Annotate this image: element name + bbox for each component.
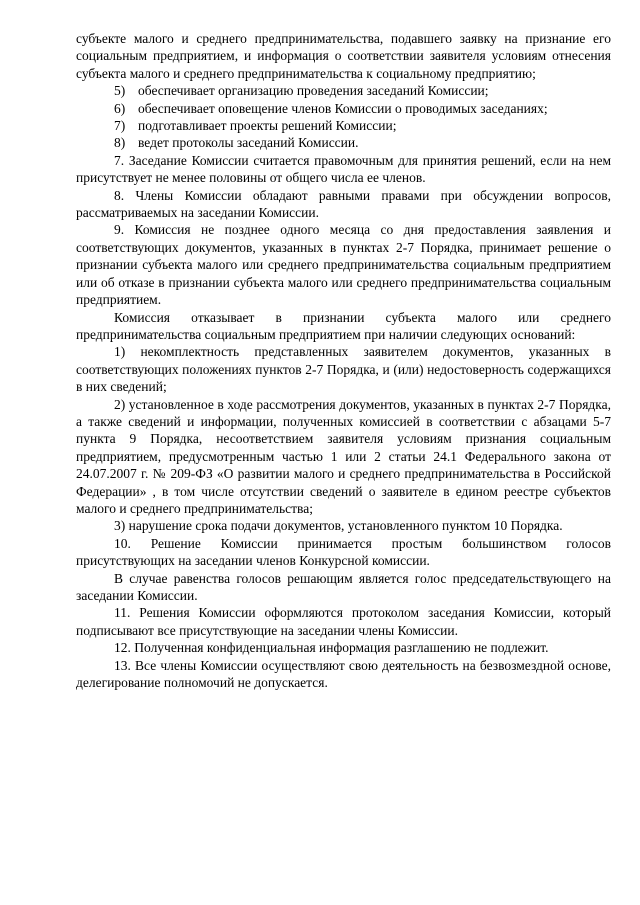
list-item: [76, 100, 611, 117]
paragraph-8: 8. Члены Комиссии обладают равными правами при обсуждении вопросов, рассматриваемых на заседании Комиссии.: [76, 187, 611, 221]
list-number: 8): [114, 135, 126, 151]
list-number: 5): [114, 83, 126, 99]
list-text: ведет протоколы заседаний Комиссии.: [138, 135, 359, 151]
refusal-reason-3: 3) нарушение срока подачи документов, установленного пунктом 10 Порядка.: [114, 518, 563, 534]
list-text: обеспечивает организацию проведения заседаний Комиссии;: [138, 83, 489, 99]
list-number: 6): [114, 100, 126, 116]
paragraph-10-tie: В случае равенства голосов решающим является голос председательствующего на заседании Комиссии.: [76, 570, 611, 603]
paragraph-12: 12. Полученная конфиденциальная информация разглашению не подлежит.: [114, 640, 549, 656]
refusal-reason-1: 1) некомплектность представленных заявителем документов, указанных в соответствующих положениях пунктов 2-7 Порядка, и (или) недостоверность содержащихся в них сведений;: [76, 344, 611, 395]
paragraph-13: 13. Все члены Комиссии осуществляют свою деятельность на безвозмездной основе, делегирование полномочий не допускается.: [76, 657, 611, 691]
paragraph-7: 7. Заседание Комиссии считается правомочным для принятия решений, если на нем присутствует не менее половины от общего числа ее членов.: [76, 152, 611, 186]
paragraph-refusal-intro: Комиссия отказывает в признании субъекта малого или среднего предпринимательства социальным предприятием при наличии следующих оснований:: [76, 309, 611, 342]
paragraph-9: 9. Комиссия не позднее одного месяца со дня предоставления заявления и соответствующих документов, указанных в пунктах 2-7 Порядка, принимает решение о признании субъекта малого или среднего предпринимательства социальным предприятием или об отказе в признании субъекта малого или среднего предпринимательства социальным предприятием.: [76, 222, 611, 308]
list-text: подготавливает проекты решений Комиссии;: [138, 118, 397, 134]
paragraph-continuation: субъекте малого и среднего предпринимательства, подавшего заявку на признание его социальным предприятием, и информация о соответствии заявителя условиям отнесения субъекта малого и среднего предпринимательства к социальному предприятию;: [76, 31, 611, 81]
refusal-reason-2: 2) установленное в ходе рассмотрения документов, указанных в пунктах 2-7 Порядка, а также сведений и информации, полученных комиссией в соответствии с абзацами 5-7 пункта 9 Порядка, несоответствием заявителя условиям признания социальным предприятием, предусмотренным частью 1 или 2 статьи 24.1 Федерального закона от 24.07.2007 г. № 209-ФЗ «О развитии малого и среднего предпринимательства в Российской Федерации» , в том числе отсутствии сведений о заявителе в едином реестре субъектов малого и среднего предпринимательства;: [76, 396, 611, 516]
paragraph-10: 10. Решение Комиссии принимается простым большинством голосов присутствующих на заседании членов Конкурсной комиссии.: [76, 535, 611, 569]
list-text: обеспечивает оповещение членов Комиссии о проводимых заседаниях;: [138, 100, 548, 116]
list-item: [76, 117, 611, 134]
list-number: 7): [114, 118, 126, 134]
paragraph-11: 11. Решения Комиссии оформляются протоколом заседания Комиссии, который подписывают все присутствующие на заседании члены Комиссии.: [76, 605, 611, 638]
list-item: [76, 82, 611, 99]
document-page: [76, 30, 611, 691]
list-item: [76, 134, 611, 151]
